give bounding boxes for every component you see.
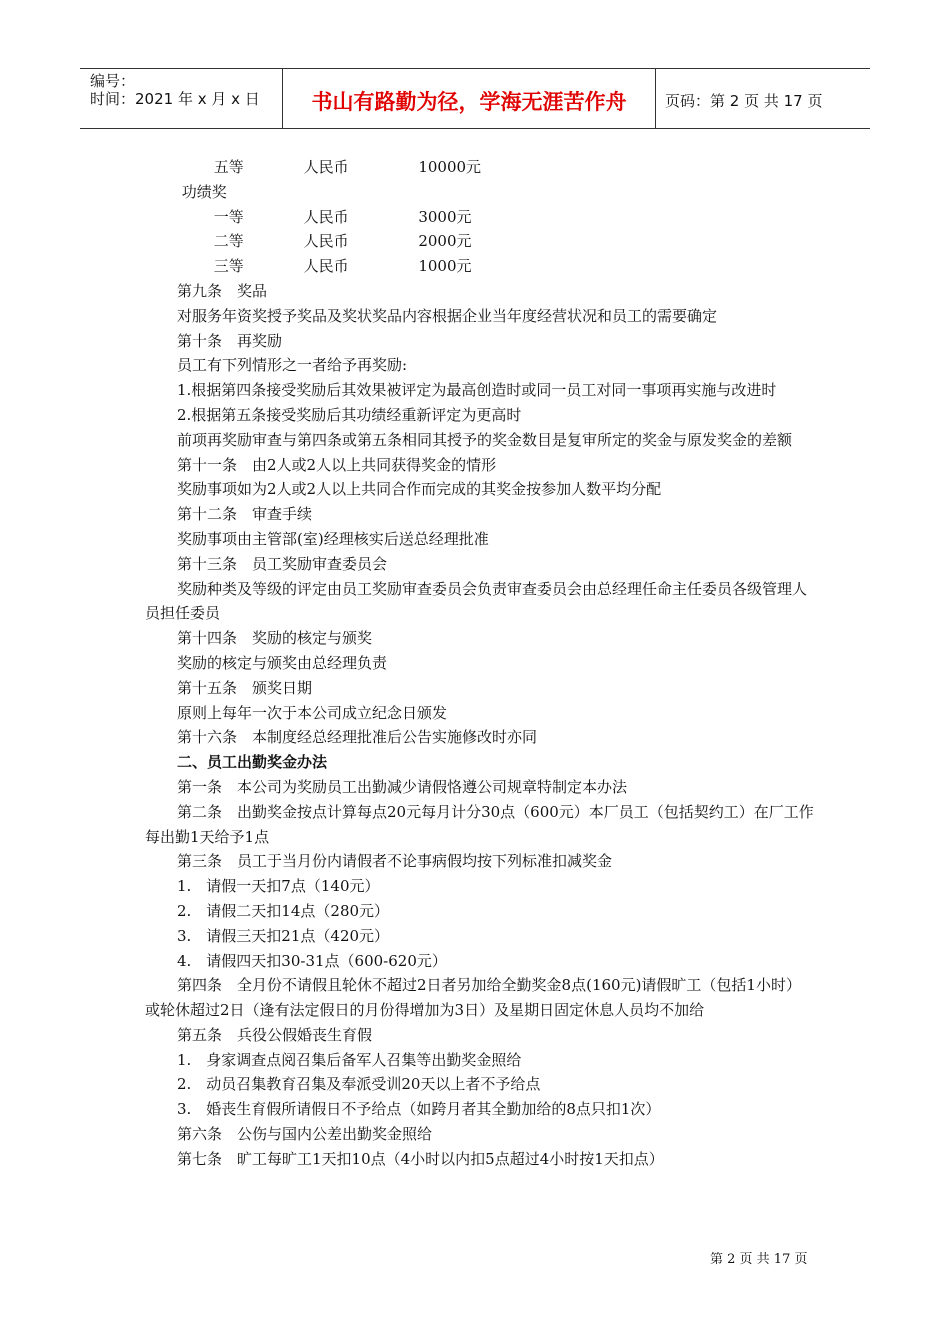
list-item: 2.根据第五条接受奖励后其功绩经重新评定为更高时: [177, 405, 522, 424]
article-heading: 第三条 员工于当月份内请假者不论事病假均按下列标准扣减奖金: [177, 852, 613, 871]
prize-category-label: 功绩奖: [181, 182, 227, 201]
article-heading: 第九条 奖品: [177, 281, 268, 300]
article-heading: 第一条 本公司为奖励员工出勤减少请假恪遵公司规章特制定本办法: [177, 777, 628, 796]
header-bottom-rule: [80, 128, 870, 129]
paragraph: 原则上每年一次于本公司成立纪念日颁发: [177, 703, 448, 722]
header-page-number: 页码：第 2 页 共 17 页: [665, 92, 823, 110]
list-item: 3. 请假三天扣21点（420元）: [177, 926, 390, 945]
prize-grade: 五等: [213, 158, 244, 176]
number-label: 编号：: [90, 72, 136, 90]
paragraph: 奖励的核定与颁奖由总经理负责: [177, 653, 388, 672]
prize-amount: 3000元: [418, 207, 472, 226]
list-item: 2. 动员召集教育召集及奉派受训20天以上者不予给点: [177, 1075, 541, 1094]
prize-amount: 10000元: [418, 158, 482, 176]
list-item: 2. 请假二天扣14点（280元）: [177, 901, 390, 920]
prize-currency: 人民币: [303, 257, 349, 276]
article-heading: 第十五条 颁奖日期: [177, 678, 313, 697]
paragraph: 第二条 出勤奖金按点计算每点20元每月计分30点（600元）本厂员工（包括契约工）在厂工作每出勤1天给予1点: [145, 802, 814, 846]
paragraph: 奖励种类及等级的评定由员工奖励审查委员会负责审查委员会由总经理任命主任委员各级管理人员担任委员: [145, 579, 808, 623]
article-heading: 第五条 兵役公假婚丧生育假: [177, 1025, 373, 1044]
article-heading: 第十条 再奖励: [177, 331, 283, 350]
article-heading: 第十三条 员工奖励审查委员会: [177, 554, 388, 573]
article-heading: 第十四条 奖励的核定与颁奖: [177, 629, 373, 648]
header-top-rule: [80, 68, 870, 69]
article-heading: 第六条 公伤与国内公差出勤奖金照给: [177, 1125, 433, 1144]
header-motto: 书山有路勤为径，学海无涯苦作舟: [311, 90, 627, 114]
paragraph: 前项再奖励审查与第四条或第五条相同其授予的奖金数目是复审所定的奖金与原发奖金的差额: [177, 430, 793, 449]
paragraph: 第四条 全月份不请假且轮休不超过2日者另加给全勤奖金8点(160元)请假旷工（包括1小时）或轮休超过2日（逢有法定假日的月份得增加为3日）及星期日固定休息人员均不加给: [145, 976, 801, 1020]
list-item: 1. 请假一天扣7点（140元）: [177, 877, 380, 896]
prize-currency: 人民币: [303, 158, 349, 176]
article-heading: 第十一条 由2人或2人以上共同获得奖金的情形: [177, 455, 497, 474]
article-heading: 第十二条 审查手续: [177, 505, 313, 524]
article-heading: 第七条 旷工每旷工1天扣10点（4小时以内扣5点超过4小时按1天扣点）: [177, 1149, 664, 1168]
footer-page-number: 第 2 页 共 17 页: [710, 1252, 808, 1267]
paragraph: 对服务年资奖授予奖品及奖状奖品内容根据企业当年度经营状况和员工的需要确定: [177, 306, 718, 325]
paragraph: 奖励事项由主管部(室)经理核实后送总经理批准: [177, 529, 489, 548]
header-divider-right: [655, 68, 656, 129]
prize-grade: 三等: [213, 257, 244, 276]
prize-row: [145, 229, 815, 254]
prize-grade: 一等: [213, 207, 244, 226]
header-meta: [90, 72, 260, 108]
list-item: 1.根据第四条接受奖励后其效果被评定为最高创造时或同一员工对同一事项再实施与改进时: [177, 381, 777, 400]
document-body: [145, 155, 815, 1172]
prize-grade: 二等: [213, 232, 244, 251]
paragraph: 员工有下列情形之一者给予再奖励:: [177, 356, 408, 375]
prize-currency: 人民币: [303, 207, 349, 226]
prize-amount: 2000元: [418, 232, 472, 251]
prize-amount: 1000元: [418, 257, 472, 276]
prize-row: [145, 254, 815, 279]
section-heading: 二、员工出勤奖金办法: [177, 753, 328, 772]
article-heading: 第十六条 本制度经总经理批准后公告实施修改时亦同: [177, 728, 538, 747]
prize-category: [145, 180, 815, 205]
prize-currency: 人民币: [303, 232, 349, 251]
list-item: 4. 请假四天扣30-31点（600-620元）: [177, 951, 447, 970]
list-item: 3. 婚丧生育假所请假日不予给点（如跨月者其全勤加给的8点只扣1次）: [177, 1100, 661, 1119]
list-item: 1. 身家调查点阅召集后备军人召集等出勤奖金照给: [177, 1050, 522, 1069]
time-label: 时间：2021 年 x 月 x 日: [90, 90, 260, 108]
prize-row: [145, 205, 815, 230]
paragraph: 奖励事项如为2人或2人以上共同合作而完成的其奖金按参加人数平均分配: [177, 480, 662, 499]
prize-row: [145, 155, 815, 180]
